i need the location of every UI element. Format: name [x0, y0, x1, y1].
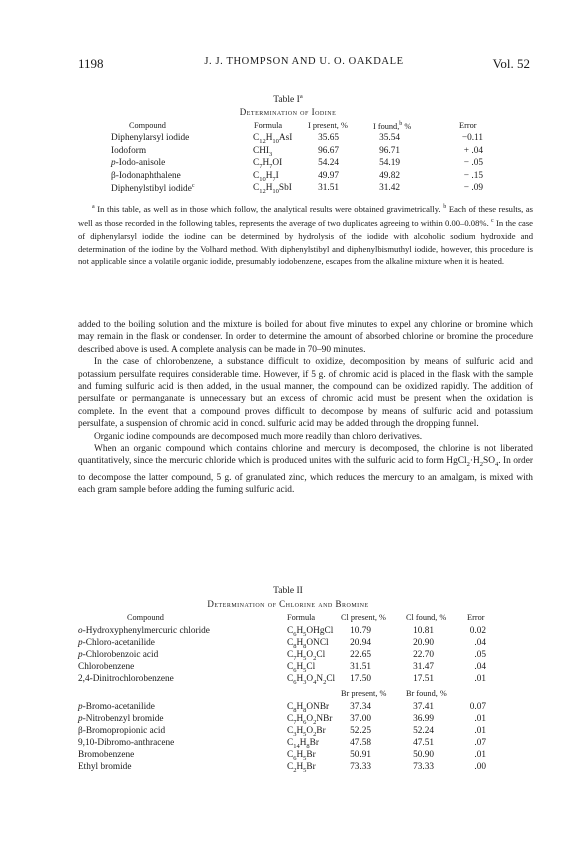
table1-cell-compound: Diphenylarsyl iodide [111, 133, 190, 143]
table-row [0, 626, 576, 637]
table1-cell-present: 49.97 [318, 170, 339, 181]
table2-cell-compound: p-Bromo-acetanilide [78, 702, 155, 712]
table2-cell-error: .07 [474, 738, 486, 748]
paragraph-4-d: . In order to decompose the latter compound, 5 g. of granulated zinc, which reduces the mercury to an amalgam, is mixed with each gram sample before adding the fuming sulfuric acid. [78, 456, 534, 496]
table1-cell-error: + .04 [463, 145, 483, 156]
footnote-a-text: In this table, as well as in those which follow, the analytical results were obtained gravimetrically. [94, 203, 444, 214]
table2-cell-present: 20.94 [350, 638, 371, 648]
running-title: J. J. THOMPSON AND U. O. OAKDALE [204, 56, 404, 67]
table1-col-found-sup: b [399, 121, 403, 127]
table-row [0, 750, 576, 761]
table1-cell-formula: $CHI_3$ [253, 145, 273, 158]
table1-cell-error: − .05 [463, 158, 483, 168]
table2-col-present: Cl present, % [341, 613, 386, 622]
table2-cell-formula: $C_8H_8ONCl$ [287, 638, 329, 650]
table2-cell-error: .01 [474, 750, 486, 760]
table-row [0, 662, 576, 673]
table1-cell-compound: Diphenylstibyl iodide$^c$ [111, 183, 195, 195]
table-row [0, 650, 576, 661]
table2-bromine-subheader [0, 689, 576, 700]
table2-cell-formula: $C_6H_3O_4N_2Cl$ [287, 674, 336, 686]
table2-cell-compound: o-Hydroxyphenylmercuric chloride [78, 626, 210, 636]
table1-cell-error: −0.11 [461, 133, 483, 143]
table2-cell-error: .00 [474, 762, 486, 772]
table-row [0, 762, 576, 773]
paragraph-4-sub3: 4 [495, 461, 499, 469]
table2-cell-present: 52.25 [350, 726, 371, 736]
table1-col-found-pct: % [404, 121, 412, 131]
table1-col-present: I present, % [308, 121, 348, 130]
paragraph-4-a: When an organic compound which contains chlorine and mercury is decomposed, the chlorine is not liberated quantitatively, since the mercuric chloride which is produced unites with the sulfuric acid to form HgCl [78, 444, 533, 467]
table2-cell-present: 17.50 [350, 674, 371, 684]
table1-title-text: Determination of Iodine [239, 107, 337, 117]
table-row [0, 674, 576, 685]
table1-col-formula: Formula [254, 121, 283, 130]
table2-cell-compound: p-Nitrobenzyl bromide [78, 714, 164, 724]
running-header [78, 56, 530, 72]
footnote-b-mark: b [443, 204, 447, 210]
table-row [0, 133, 576, 144]
table-row [0, 158, 576, 169]
table2-cell-found: 10.81 [413, 626, 434, 636]
table2-cell-error: .01 [474, 674, 486, 684]
table2-col-compound: Compound [127, 613, 164, 622]
table2-cell-found: 37.41 [413, 702, 434, 712]
table2-cell-error: 0.07 [469, 702, 486, 712]
table1-label [0, 93, 576, 105]
table-row [0, 702, 576, 713]
paragraph-4-sub1: 2 [466, 461, 470, 469]
table2-col-br-found: Br found, % [406, 689, 447, 698]
body-text [78, 319, 533, 497]
table2-cell-present: 50.91 [350, 750, 371, 760]
paragraph-1: added to the boiling solution and the mixture is boiled for about five minutes to expel any chlorine or bromine which may remain in the flask or condenser. In order to determine the amount of absorbed chlorine or bromine the procedure described above is used. A complete analysis can be made in 70–90 minutes. [78, 320, 533, 355]
table1-cell-error: − .09 [463, 183, 483, 193]
table2-cell-formula: $C_3H_5O_2Br$ [287, 726, 326, 738]
table1-label-text: Table I [273, 95, 300, 106]
table2-cell-formula: $C_6H_5Cl$ [287, 662, 316, 674]
page-number: 1198 [78, 56, 104, 71]
table2-header-row [0, 613, 576, 624]
table2-cell-formula: $C_{14}H_8Br$ [287, 738, 319, 750]
table1-cell-compound: β-Iodonaphthalene [111, 170, 181, 181]
table1-cell-present: 96.67 [318, 145, 339, 156]
table1-footnotes [78, 201, 533, 268]
table2-cell-found: 17.51 [413, 674, 434, 684]
table-row [0, 146, 576, 157]
table1-cell-found: 31.42 [379, 183, 400, 193]
table2-cell-formula: $C_6H_5OHgCl$ [287, 626, 334, 638]
table1-cell-found: 35.54 [379, 133, 400, 143]
table1-cell-compound: p-Iodo-anisole [111, 158, 166, 168]
table1-cell-found: 54.19 [379, 158, 400, 168]
paragraph-2: In the case of chlorobenzene, a substance difficult to oxidize, decomposition by means of sulfuric acid and potassium persulfate requires considerable time. However, if 5 g. of chromic acid is placed in the flask with the sample and fuming sulfuric acid is then added, in the usual manner, the compound can be oxidized rapidly. The addition of persulfate or permanganate is unnecessary but an excess of chromic acid must be present when the oxidation is complete. In the event that a compound proves difficult to decompose by means of sulfuric acid and potassium persulfate, a suspension of chromic acid in concd. sulfuric acid may be added through the dropping funnel. [78, 357, 533, 430]
table2-col-br-present: Br present, % [341, 689, 387, 698]
table1-cell-error: − .15 [463, 170, 483, 181]
table2-cell-formula: $C_6H_5Br$ [287, 750, 316, 762]
table1-cell-present: 35.65 [318, 133, 339, 143]
table2-cell-present: 37.00 [350, 714, 371, 724]
table1-header-row [0, 121, 576, 132]
table2-cell-compound: 9,10-Dibromo-anthracene [78, 738, 175, 748]
footnote-c-text: In the case of diphenylarsyl iodide the iodine can be determined by hydrolysis of the iodide with alcoholic sodium hydroxide and determination of the iodine by the Volhard method. With diphenylstibyl and diphenylbismuthyl iodide, however, this procedure is not applicable since a volatile organic iodide, presumably iodobenzene, escapes from the alkaline mixture when it is heated. [78, 218, 533, 267]
footnote-b-text: Each of these results, as well as those recorded in the following tables, represents the average of two duplicates agreeing to within 0.00–0.08%. [78, 203, 534, 229]
table1-col-found-text: I found, [373, 121, 400, 131]
table1-cell-formula: $C_{12}H_{10}AsI$ [253, 133, 293, 145]
table2-cell-found: 31.47 [413, 662, 434, 672]
table2-cell-present: 10.79 [350, 626, 371, 636]
table2-cell-error: .05 [474, 650, 486, 660]
table2-cell-compound: p-Chloro-acetanilide [78, 638, 155, 648]
paragraph-4 [78, 443, 533, 497]
table2-cell-compound: Bromobenzene [78, 750, 135, 760]
table2-cell-compound: 2,4-Dinitrochlorobenzene [78, 674, 174, 684]
table2-cell-found: 20.90 [413, 638, 434, 648]
table2-cell-compound: Ethyl bromide [78, 762, 132, 772]
table2-col-found: Cl found, % [406, 613, 447, 622]
table2-cell-present: 37.34 [350, 702, 371, 712]
table2-cell-error: .01 [474, 726, 486, 736]
table1-col-error: Error [459, 121, 477, 130]
table2-cell-formula: $C_7H_5O_2Cl$ [287, 650, 326, 662]
table2-cell-found: 47.51 [413, 738, 434, 748]
table1-cell-found: 96.71 [379, 145, 400, 156]
table-row [0, 714, 576, 725]
table2-cell-present: 22.65 [350, 650, 371, 660]
table2-cell-compound: β-Bromopropionic acid [78, 726, 166, 736]
table2-cell-found: 50.90 [413, 750, 434, 760]
table2-col-error: Error [467, 613, 485, 622]
table2-cell-error: .04 [474, 662, 486, 672]
table1-cell-formula: $C_{10}H_7I$ [253, 170, 279, 183]
footnote-c-mark: c [491, 218, 494, 225]
table2-cell-error: 0.02 [469, 626, 486, 636]
table1-cell-formula: $C_{12}H_{10}SbI$ [253, 183, 292, 195]
table-row [0, 726, 576, 737]
table2-cell-error: .04 [474, 638, 486, 648]
table1-label-sup: a [299, 93, 303, 100]
table1-col-compound: Compound [129, 121, 166, 130]
table2-cell-compound: Chlorobenzene [78, 662, 135, 672]
table1-cell-compound: Iodoform [111, 145, 147, 156]
table2-title-text: Determination of Chlorine and Bromine [207, 599, 369, 609]
table2-cell-found: 52.24 [413, 726, 434, 736]
table2-title [0, 599, 576, 609]
table2-cell-formula: $C_7H_6O_2NBr$ [287, 714, 333, 726]
table1-cell-present: 54.24 [318, 158, 339, 168]
table2-cell-found: 36.99 [413, 714, 434, 724]
table2-cell-error: .01 [474, 714, 486, 724]
volume-label: Vol. 52 [492, 56, 530, 71]
table2-cell-formula: $C_2H_5Br$ [287, 762, 316, 774]
table1-title [0, 107, 576, 117]
table-row [0, 183, 576, 194]
table-row [0, 638, 576, 649]
paragraph-4-c: SO [483, 456, 496, 467]
table2-cell-present: 31.51 [350, 662, 371, 672]
table2-cell-present: 73.33 [350, 762, 371, 772]
paragraph-3: Organic iodine compounds are decomposed much more readily than chloro derivatives. [94, 431, 423, 442]
table2-cell-formula: $C_8H_8ONBr$ [287, 702, 330, 714]
table2-col-formula: Formula [287, 613, 316, 622]
paragraph-4-sub2: 2 [479, 461, 484, 469]
table2-cell-found: 73.33 [413, 762, 434, 772]
table1-cell-found: 49.82 [379, 170, 400, 181]
table2-cell-found: 22.70 [413, 650, 434, 660]
table1-cell-formula: $C_7H_7OI$ [253, 158, 283, 170]
table2-label: Table II [273, 586, 303, 596]
paragraph-4-b: ·H [469, 456, 480, 467]
footnote-a-mark: a [92, 204, 95, 210]
table2-cell-present: 47.58 [350, 738, 371, 748]
table-row [0, 738, 576, 749]
table1-cell-present: 31.51 [318, 183, 339, 193]
table1-col-found [373, 121, 411, 131]
table-row [0, 171, 576, 182]
table2-cell-compound: p-Chlorobenzoic acid [78, 650, 159, 660]
